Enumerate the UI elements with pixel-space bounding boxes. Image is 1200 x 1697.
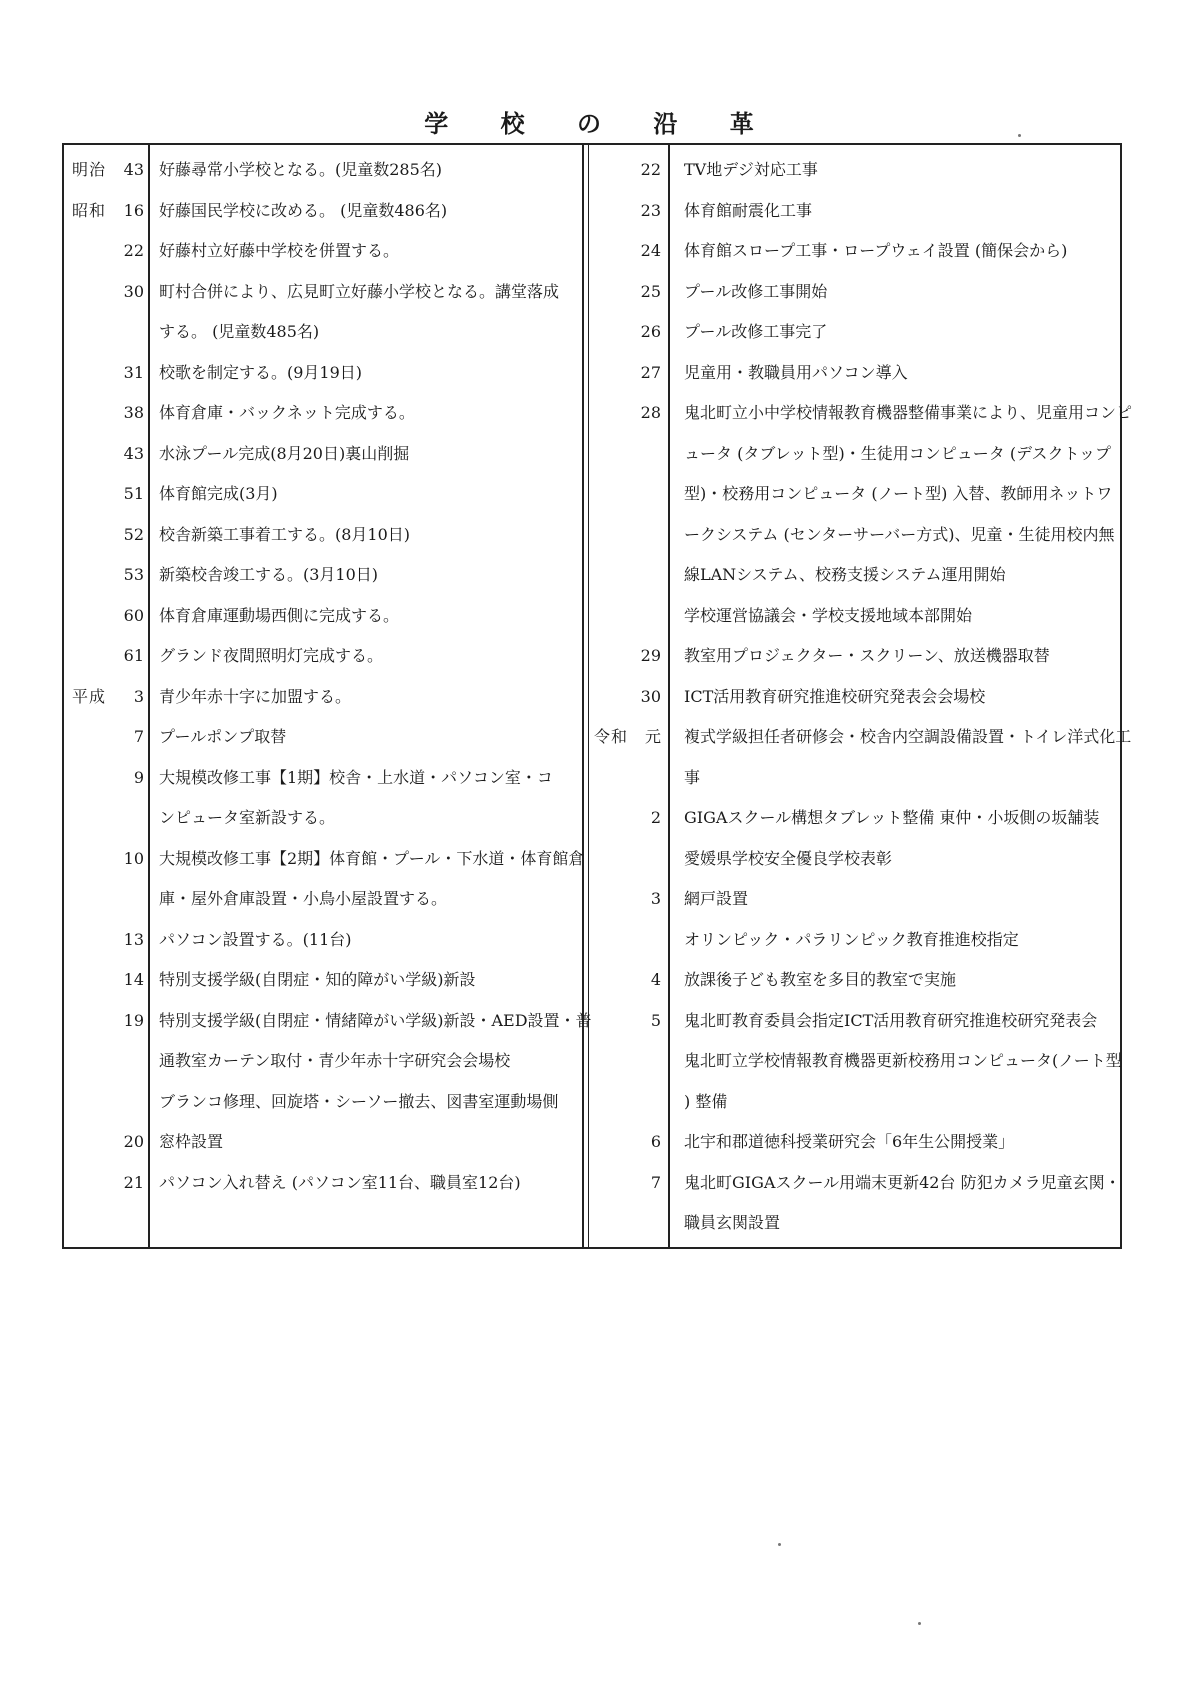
event-text: プール改修工事完了 [684, 322, 828, 341]
history-row [584, 879, 1124, 919]
year-label [614, 1082, 661, 1122]
history-row [584, 1082, 1124, 1122]
year-label: 26 [640, 322, 661, 341]
history-row [64, 272, 584, 312]
year-label [614, 1041, 661, 1081]
era-label: 明治 [72, 160, 107, 179]
event-text: 好藤国民学校に改める。 (児童数486名) [159, 200, 448, 220]
event-text: パソコン入れ替え (パソコン室11台、職員室12台) [159, 1172, 521, 1192]
history-row [584, 272, 1124, 312]
history-row [584, 758, 1124, 798]
history-row [584, 798, 1124, 838]
history-row [64, 515, 584, 555]
year-label: 27 [640, 362, 661, 382]
year-label: 30 [640, 686, 661, 706]
event-text: ) 整備 [684, 1091, 728, 1111]
year-label: 7 [133, 727, 144, 746]
history-row [64, 636, 584, 676]
event-text: 好藤尋常小学校となる。(児童数285名) [159, 160, 443, 179]
event-text: 北宇和郡道徳科授業研究会「6年生公開授業」 [684, 1132, 1015, 1151]
event-text: 児童用・教職員用パソコン導入 [684, 362, 908, 382]
year-label: 23 [640, 200, 661, 220]
history-row [584, 353, 1124, 393]
history-row [64, 1163, 584, 1203]
event-text: 教室用プロジェクター・スクリーン、放送機器取替 [684, 646, 1050, 665]
event-text: 窓枠設置 [159, 1132, 224, 1151]
history-row [584, 150, 1124, 190]
history-row [584, 1001, 1124, 1041]
year-label: 60 [123, 605, 144, 625]
history-row [64, 1122, 584, 1162]
year-label: 24 [640, 241, 661, 260]
event-text: ICT活用教育研究推進校研究発表会会場校 [684, 686, 986, 706]
year-label: 19 [123, 1010, 144, 1030]
event-text: 体育倉庫運動場西側に完成する。 [159, 605, 400, 625]
history-row [64, 920, 584, 960]
year-label: 52 [123, 524, 144, 544]
event-text: 青少年赤十字に加盟する。 [159, 686, 352, 706]
year-label: 31 [123, 362, 144, 382]
year-label: 25 [640, 281, 661, 301]
year-label [614, 839, 661, 879]
year-label: 43 [123, 443, 144, 463]
history-row [584, 515, 1124, 555]
year-label: 13 [123, 929, 144, 949]
event-text: 型)・校務用コンピュータ (ノート型) 入替、教師用ネットワ [684, 484, 1113, 503]
year-label: 3 [133, 686, 144, 706]
year-label: 7 [650, 1172, 661, 1192]
history-row [64, 393, 584, 433]
event-text: 線LANシステム、校務支援システム運用開始 [684, 565, 1006, 584]
event-text: ブランコ修理、回旋塔・シーソー撤去、図書室運動場側 [159, 1091, 559, 1111]
history-row [64, 1082, 584, 1122]
event-text: 体育館スロープ工事・ロープウェイ設置 (簡保会から) [684, 241, 1068, 260]
history-row [64, 191, 584, 231]
year-label: 4 [650, 970, 661, 989]
event-text: ュータ (タブレット型)・生徒用コンピュータ (デスクトップ [684, 443, 1111, 463]
history-row [64, 434, 584, 474]
event-text: 愛媛県学校安全優良学校表彰 [684, 848, 893, 868]
history-row [584, 677, 1124, 717]
year-label: 61 [123, 646, 144, 665]
event-text: 大規模改修工事【1期】校舎・上水道・パソコン室・コ [159, 767, 553, 787]
scan-speck [778, 1543, 781, 1546]
event-text: 新築校舎竣工する。(3月10日) [159, 565, 379, 584]
history-row [64, 150, 584, 190]
year-label: 2 [650, 808, 661, 827]
year-label [614, 515, 661, 555]
history-row [584, 312, 1124, 352]
year-label: 9 [133, 767, 144, 787]
year-label [614, 555, 661, 595]
year-label [614, 596, 661, 636]
year-label [114, 1082, 144, 1122]
history-row [64, 555, 584, 595]
year-label [114, 312, 144, 352]
year-label: 43 [123, 160, 144, 179]
scan-speck [918, 1622, 921, 1625]
history-row [584, 1041, 1124, 1081]
event-text: 鬼北町教育委員会指定ICT活用教育研究推進校研究発表会 [684, 1010, 1098, 1030]
history-row [64, 677, 584, 717]
page-title: 学 校 の 沿 革 [424, 109, 776, 138]
event-text: 庫・屋外倉庫設置・小鳥小屋設置する。 [159, 889, 448, 908]
event-text: ンピュータ室新設する。 [159, 808, 336, 827]
year-label: 6 [650, 1132, 661, 1151]
event-text: 体育館完成(3月) [159, 484, 278, 503]
event-text: 事 [684, 767, 701, 787]
event-text: プールポンプ取替 [159, 727, 287, 746]
history-row [584, 920, 1124, 960]
event-text: ークシステム (センターサーバー方式)、児童・生徒用校内無 [684, 524, 1115, 544]
year-label: 5 [650, 1010, 661, 1030]
year-label: 51 [123, 484, 144, 503]
event-text: 体育館耐震化工事 [684, 200, 813, 220]
history-row [584, 1163, 1124, 1203]
event-text: 鬼北町GIGAスクール用端末更新42台 防犯カメラ児童玄関・ [684, 1172, 1121, 1192]
history-row [584, 393, 1133, 433]
history-row [64, 231, 584, 271]
year-label: 28 [640, 403, 661, 422]
year-label [114, 879, 144, 919]
event-text: 水泳プール完成(8月20日)裏山削掘 [159, 443, 410, 463]
history-row [64, 717, 584, 757]
history-table [62, 143, 1133, 1249]
event-text: 通教室カーテン取付・青少年赤十字研究会会場校 [159, 1051, 511, 1070]
event-text: パソコン設置する。(11台) [159, 929, 352, 949]
year-label: 22 [123, 241, 144, 260]
event-text: 鬼北町立学校情報教育機器更新校務用コンピュータ(ノート型 [684, 1051, 1122, 1070]
year-label: 3 [650, 889, 661, 908]
year-label [614, 434, 661, 474]
event-text: 複式学級担任者研修会・校舎内空調設備設置・トイレ洋式化工 [684, 727, 1132, 746]
history-row [584, 434, 1124, 474]
history-row [584, 231, 1124, 271]
history-row [64, 879, 584, 919]
year-label: 38 [123, 403, 144, 422]
event-text: GIGAスクール構想タブレット整備 東仲・小坂側の坂舗装 [684, 808, 1100, 827]
year-label: 29 [640, 646, 661, 665]
year-label: 53 [123, 565, 144, 584]
year-label [114, 798, 144, 838]
history-row [584, 1203, 1124, 1243]
event-text: 校舎新築工事着工する。(8月10日) [159, 524, 411, 544]
history-row [584, 636, 1124, 676]
history-row [584, 191, 1124, 231]
history-row [584, 596, 1124, 636]
event-text: オリンピック・パラリンピック教育推進校指定 [684, 929, 1019, 949]
event-text: 校歌を制定する。(9月19日) [159, 362, 363, 382]
event-text: 職員玄関設置 [684, 1213, 781, 1232]
event-text: 網戸設置 [684, 889, 749, 908]
year-label [614, 758, 661, 798]
history-row [64, 353, 584, 393]
event-text: 放課後子ども教室を多目的教室で実施 [684, 970, 957, 989]
year-label: 10 [123, 848, 144, 868]
history-row [584, 1122, 1124, 1162]
history-row [584, 555, 1124, 595]
event-text: 学校運営協議会・学校支援地域本部開始 [684, 605, 973, 625]
history-row [64, 839, 584, 879]
year-label: 21 [123, 1172, 144, 1192]
history-row [64, 1001, 592, 1041]
year-label [614, 920, 661, 960]
history-row [64, 798, 584, 838]
era-label: 平成 [72, 686, 107, 706]
history-row [64, 960, 584, 1000]
year-label: 20 [123, 1132, 144, 1151]
event-text: 特別支援学級(自閉症・知的障がい学級)新設 [159, 970, 476, 989]
era-label: 令和 [594, 727, 629, 746]
event-text: 好藤村立好藤中学校を併置する。 [159, 241, 400, 260]
history-row [584, 839, 1124, 879]
history-row [64, 312, 584, 352]
history-row [64, 474, 584, 514]
event-text: 鬼北町立小中学校情報教育機器整備事業により、児童用コンピ [684, 403, 1133, 422]
event-text: 町村合併により、広見町立好藤小学校となる。講堂落成 [159, 281, 560, 301]
year-label [614, 474, 661, 514]
year-label: 元 [644, 727, 661, 746]
year-label: 30 [123, 281, 144, 301]
event-text: 体育倉庫・バックネット完成する。 [159, 403, 415, 422]
event-text: グランド夜間照明灯完成する。 [159, 646, 384, 665]
event-text: プール改修工事開始 [684, 281, 828, 301]
year-label [614, 1203, 661, 1243]
history-row [64, 1041, 584, 1081]
history-row [584, 717, 1132, 757]
year-label: 14 [123, 970, 144, 989]
history-row [584, 474, 1124, 514]
event-text: TV地デジ対応工事 [684, 160, 818, 179]
scan-speck [1018, 134, 1021, 137]
history-row [64, 596, 584, 636]
era-label: 昭和 [72, 200, 107, 220]
history-row [584, 960, 1124, 1000]
event-text: 大規模改修工事【2期】体育館・プール・下水道・体育館倉 [159, 848, 585, 868]
year-label [114, 1041, 144, 1081]
event-text: 特別支援学級(自閉症・情緒障がい学級)新設・AED設置・普 [159, 1010, 592, 1030]
event-text: する。 (児童数485名) [159, 322, 320, 341]
year-label: 22 [640, 160, 661, 179]
year-label: 16 [123, 200, 144, 220]
history-row [64, 758, 584, 798]
